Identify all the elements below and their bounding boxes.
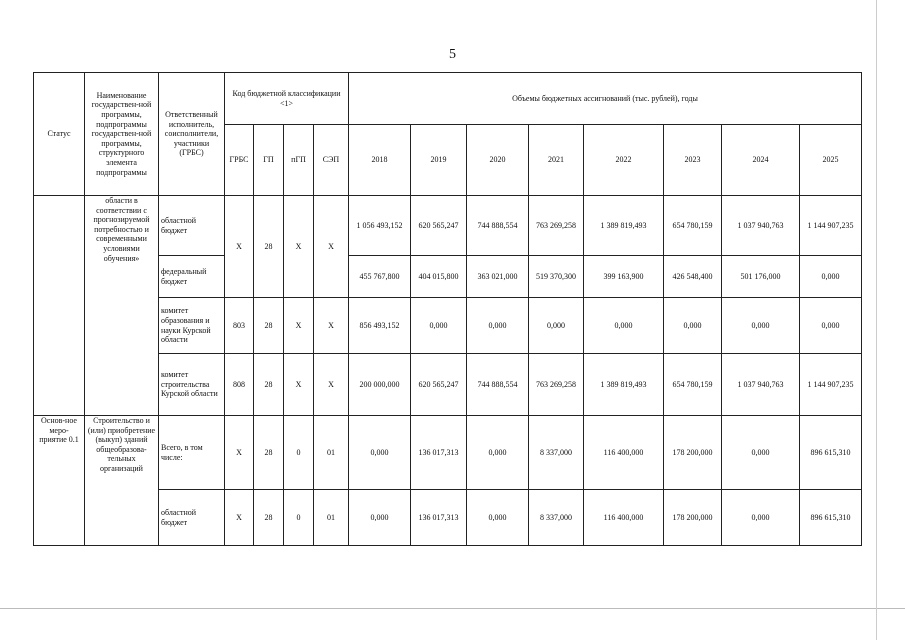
budget-allocation-table	[33, 72, 862, 546]
row-executor: Всего, в том числе:	[159, 416, 225, 490]
cell-value: 363 021,000	[467, 256, 529, 298]
header-year: 2024	[722, 125, 800, 196]
table-row	[34, 196, 862, 256]
header-year: 2018	[349, 125, 411, 196]
cell-value: 1 389 819,493	[584, 354, 664, 416]
cell-code-grbs: 803	[225, 298, 254, 354]
row-executor: областной бюджет	[159, 196, 225, 256]
cell-value: 178 200,000	[664, 490, 722, 546]
cell-code-sep: X	[314, 196, 349, 298]
cell-value: 1 144 907,235	[800, 196, 862, 256]
cell-value: 1 389 819,493	[584, 196, 664, 256]
cell-value: 0,000	[722, 298, 800, 354]
cell-value: 0,000	[349, 490, 411, 546]
cell-value: 763 269,258	[529, 196, 584, 256]
cell-code-pgp: 0	[284, 416, 314, 490]
cell-value: 0,000	[467, 298, 529, 354]
cell-code-grbs: 808	[225, 354, 254, 416]
cell-value: 116 400,000	[584, 416, 664, 490]
cell-code-grbs: X	[225, 490, 254, 546]
cell-value: 654 780,159	[664, 196, 722, 256]
cell-value: 501 176,000	[722, 256, 800, 298]
cell-code-pgp: X	[284, 354, 314, 416]
cell-value: 200 000,000	[349, 354, 411, 416]
cell-value: 654 780,159	[664, 354, 722, 416]
cell-value: 0,000	[584, 298, 664, 354]
header-status: Статус	[34, 73, 85, 196]
header-year: 2022	[584, 125, 664, 196]
cell-value: 856 493,152	[349, 298, 411, 354]
cell-value: 455 767,800	[349, 256, 411, 298]
cell-code-sep: X	[314, 354, 349, 416]
cell-code-sep: X	[314, 298, 349, 354]
header-code-sep: СЭП	[314, 125, 349, 196]
cell-value: 763 269,258	[529, 354, 584, 416]
cell-code-pgp: 0	[284, 490, 314, 546]
header-year: 2025	[800, 125, 862, 196]
cell-code-pgp: X	[284, 196, 314, 298]
cell-value: 8 337,000	[529, 490, 584, 546]
row-executor: комитет строительства Курской области	[159, 354, 225, 416]
cell-value: 0,000	[349, 416, 411, 490]
cell-code-gp: 28	[254, 490, 284, 546]
cell-value: 0,000	[722, 416, 800, 490]
header-program-name: Наименование государствен-ной программы, подпрограммы государствен-ной программы, структурного элемента подпрограммы	[85, 73, 159, 196]
cell-value: 744 888,554	[467, 354, 529, 416]
cell-value: 620 565,247	[411, 196, 467, 256]
row-executor: комитет образования и науки Курской области	[159, 298, 225, 354]
page-bottom-divider	[0, 608, 905, 609]
row-executor: федеральный бюджет	[159, 256, 225, 298]
cell-value: 0,000	[467, 416, 529, 490]
cell-code-gp: 28	[254, 196, 284, 298]
table-row	[34, 256, 862, 298]
header-budget-volumes: Объемы бюджетных ассигнований (тыс. рублей), годы	[349, 73, 862, 125]
header-budget-classification-code: Код бюджетной классификации <1>	[225, 73, 349, 125]
row-program-name: области в соответствии с прогнозируемой потребностью и современными условиями обучения»	[85, 196, 159, 416]
cell-value: 620 565,247	[411, 354, 467, 416]
cell-value: 1 144 907,235	[800, 354, 862, 416]
cell-value: 116 400,000	[584, 490, 664, 546]
header-code-gp: ГП	[254, 125, 284, 196]
header-year: 2023	[664, 125, 722, 196]
cell-value: 404 015,800	[411, 256, 467, 298]
table-row	[34, 416, 862, 490]
header-year: 2021	[529, 125, 584, 196]
cell-value: 0,000	[722, 490, 800, 546]
row-program-name: Строительство и (или) приобретение (выкуп) зданий общеобразова-тельных организаций	[85, 416, 159, 546]
cell-value: 0,000	[467, 490, 529, 546]
cell-code-pgp: X	[284, 298, 314, 354]
cell-value: 0,000	[800, 256, 862, 298]
cell-value: 744 888,554	[467, 196, 529, 256]
cell-value: 399 163,900	[584, 256, 664, 298]
row-status	[34, 196, 85, 416]
header-code-pgp: пГП	[284, 125, 314, 196]
cell-value: 8 337,000	[529, 416, 584, 490]
cell-value: 0,000	[411, 298, 467, 354]
cell-value: 1 037 940,763	[722, 196, 800, 256]
cell-value: 519 370,300	[529, 256, 584, 298]
cell-code-gp: 28	[254, 354, 284, 416]
cell-value: 136 017,313	[411, 416, 467, 490]
cell-code-gp: 28	[254, 416, 284, 490]
cell-value: 0,000	[529, 298, 584, 354]
cell-value: 1 037 940,763	[722, 354, 800, 416]
row-executor: областной бюджет	[159, 490, 225, 546]
cell-value: 896 615,310	[800, 416, 862, 490]
cell-value: 426 548,400	[664, 256, 722, 298]
page-number: 5	[449, 47, 456, 62]
cell-code-sep: 01	[314, 490, 349, 546]
cell-value: 178 200,000	[664, 416, 722, 490]
cell-value: 896 615,310	[800, 490, 862, 546]
cell-code-sep: 01	[314, 416, 349, 490]
cell-value: 0,000	[800, 298, 862, 354]
table-row	[34, 354, 862, 416]
row-status: Основ-ное меро-приятие 0.1	[34, 416, 85, 546]
cell-value: 1 056 493,152	[349, 196, 411, 256]
cell-code-grbs: X	[225, 196, 254, 298]
table-row	[34, 298, 862, 354]
page-right-edge	[876, 0, 877, 640]
header-executor: Ответственный исполнитель, соисполнители, участники (ГРБС)	[159, 73, 225, 196]
header-year: 2019	[411, 125, 467, 196]
cell-value: 136 017,313	[411, 490, 467, 546]
table-row	[34, 490, 862, 546]
cell-code-grbs: X	[225, 416, 254, 490]
cell-code-gp: 28	[254, 298, 284, 354]
header-code-grbs: ГРБС	[225, 125, 254, 196]
cell-value: 0,000	[664, 298, 722, 354]
header-year: 2020	[467, 125, 529, 196]
